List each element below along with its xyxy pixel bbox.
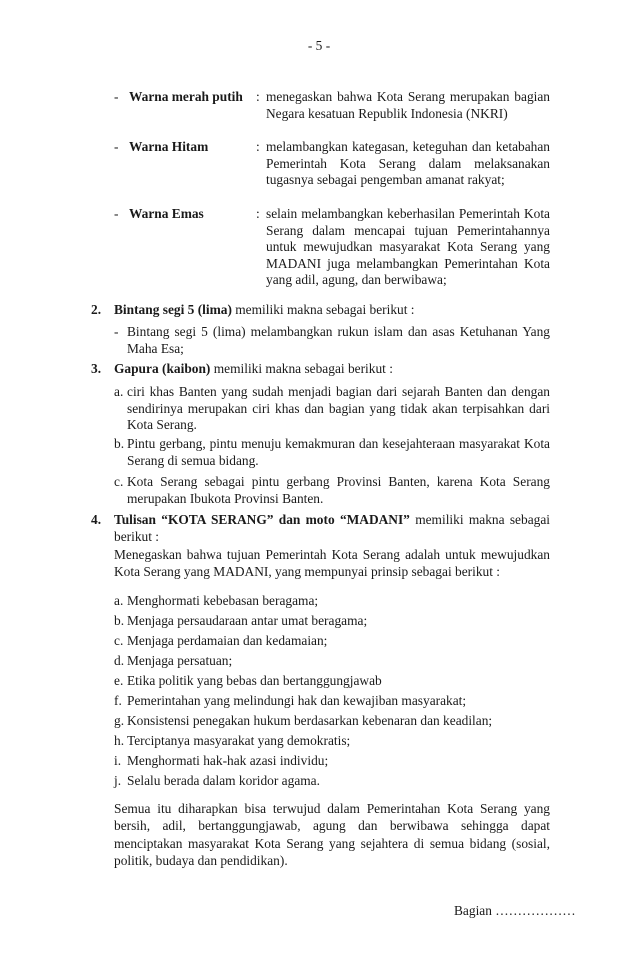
closing-paragraph: Semua itu diharapkan bisa terwujud dalam Pemerintahan Kota Serang yang bersih, adil, bertanggungjawab, agung dan berwibawa sehingga dapat menciptakan masyarakat Kota Serang yang sejahtera di semua bidang (sosial, politik, budaya dan pendidikan). xyxy=(114,801,550,869)
color-description: selain melambangkan keberhasilan Pemerintah Kota Serang dalam mencapai tujuan Pemerintahannya untuk mewujudkan masyarakat Kota Serang yang MADANI juga melambangkan Pemerintahan Kota yang adil, agung, dan berwibawa; xyxy=(266,206,550,288)
colon: : xyxy=(256,89,260,104)
color-term: Warna merah putih xyxy=(129,89,243,104)
section-heading xyxy=(114,361,550,378)
list-marker: h. xyxy=(114,733,125,748)
list-marker: c. xyxy=(114,474,124,489)
list-marker: a. xyxy=(114,384,124,399)
list-dash: - xyxy=(114,89,119,104)
colon: : xyxy=(256,139,260,154)
list-marker: a. xyxy=(114,593,124,608)
list-marker: d. xyxy=(114,653,125,668)
list-marker: g. xyxy=(114,713,125,728)
section-number: 3. xyxy=(91,361,102,376)
section-heading-rest: memiliki makna sebagai berikut : xyxy=(114,512,551,544)
list-item-text: Kota Serang sebagai pintu gerbang Provinsi Banten, karena Kota Serang merupakan Ibukota Provinsi Banten. xyxy=(127,474,550,506)
list-marker: b. xyxy=(114,436,125,451)
list-item-text: Bintang segi 5 (lima) melambangkan rukun islam dan asas Ketuhanan Yang Maha Esa; xyxy=(127,324,550,356)
list-marker: j. xyxy=(114,773,122,788)
list-marker: f. xyxy=(114,693,122,708)
page-number: - 5 - xyxy=(307,38,331,53)
section-heading xyxy=(114,512,550,545)
list-marker: c. xyxy=(114,633,124,648)
list-item-text: Pemerintahan yang melindungi hak dan kewajiban masyarakat; xyxy=(127,693,467,708)
section-number: 2. xyxy=(91,302,102,317)
list-item-text: Etika politik yang bebas dan bertanggungjawab xyxy=(127,673,382,688)
list-item-text: Menghormati kebebasan beragama; xyxy=(127,593,319,608)
list-dash: - xyxy=(114,139,119,154)
section-heading-rest: memiliki makna sebagai berikut : xyxy=(210,361,393,376)
list-dash: - xyxy=(114,324,119,339)
intro-paragraph: Menegaskan bahwa tujuan Pemerintah Kota Serang adalah untuk mewujudkan Kota Serang yang MADANI, yang mempunyai prinsip sebagai berikut : xyxy=(114,547,550,579)
color-term: Warna Hitam xyxy=(129,139,209,154)
list-item-text: Selalu berada dalam koridor agama. xyxy=(127,773,320,788)
section-heading-bold: Gapura (kaibon) xyxy=(114,361,211,376)
list-item-text: Pintu gerbang, pintu menuju kemakmuran dan kesejahteraan masyarakat Kota Serang di semua bidang. xyxy=(127,436,550,468)
color-description: melambangkan kategasan, keteguhan dan ketabahan Pemerintah Kota Serang dalam melaksanakan tugasnya sebagai pengemban amanat rakyat; xyxy=(266,139,550,188)
list-item-text: ciri khas Banten yang sudah menjadi bagian dari sejarah Banten dan dengan sendirinya merupakan ciri khas dan bagian yang tidak akan terpisahkan dari Kota Serang. xyxy=(127,384,550,433)
footer-continuation: Bagian ……………… xyxy=(454,903,576,918)
list-marker: e. xyxy=(114,673,124,688)
list-marker: i. xyxy=(114,753,122,768)
section-heading-rest: memiliki makna sebagai berikut : xyxy=(231,302,415,317)
section-heading-bold: Bintang segi 5 (lima) xyxy=(114,302,232,317)
color-description: menegaskan bahwa Kota Serang merupakan bagian Negara kesatuan Republik Indonesia (NKRI) xyxy=(266,89,550,121)
list-item-text: Menghormati hak-hak azasi individu; xyxy=(127,753,329,768)
list-item-text: Terciptanya masyarakat yang demokratis; xyxy=(127,733,351,748)
list-item-text: Menjaga perdamaian dan kedamaian; xyxy=(127,633,328,648)
colon: : xyxy=(256,206,260,221)
list-dash: - xyxy=(114,206,119,221)
list-item-text: Konsistensi penegakan hukum berdasarkan kebenaran dan keadilan; xyxy=(127,713,493,728)
color-term: Warna Emas xyxy=(129,206,204,221)
list-item-text: Menjaga persatuan; xyxy=(127,653,233,668)
section-heading xyxy=(114,302,550,319)
list-item-text: Menjaga persaudaraan antar umat beragama; xyxy=(127,613,368,628)
section-number: 4. xyxy=(91,512,102,527)
list-marker: b. xyxy=(114,613,125,628)
section-heading-bold: Tulisan “KOTA SERANG” dan moto “MADANI” xyxy=(114,512,410,527)
